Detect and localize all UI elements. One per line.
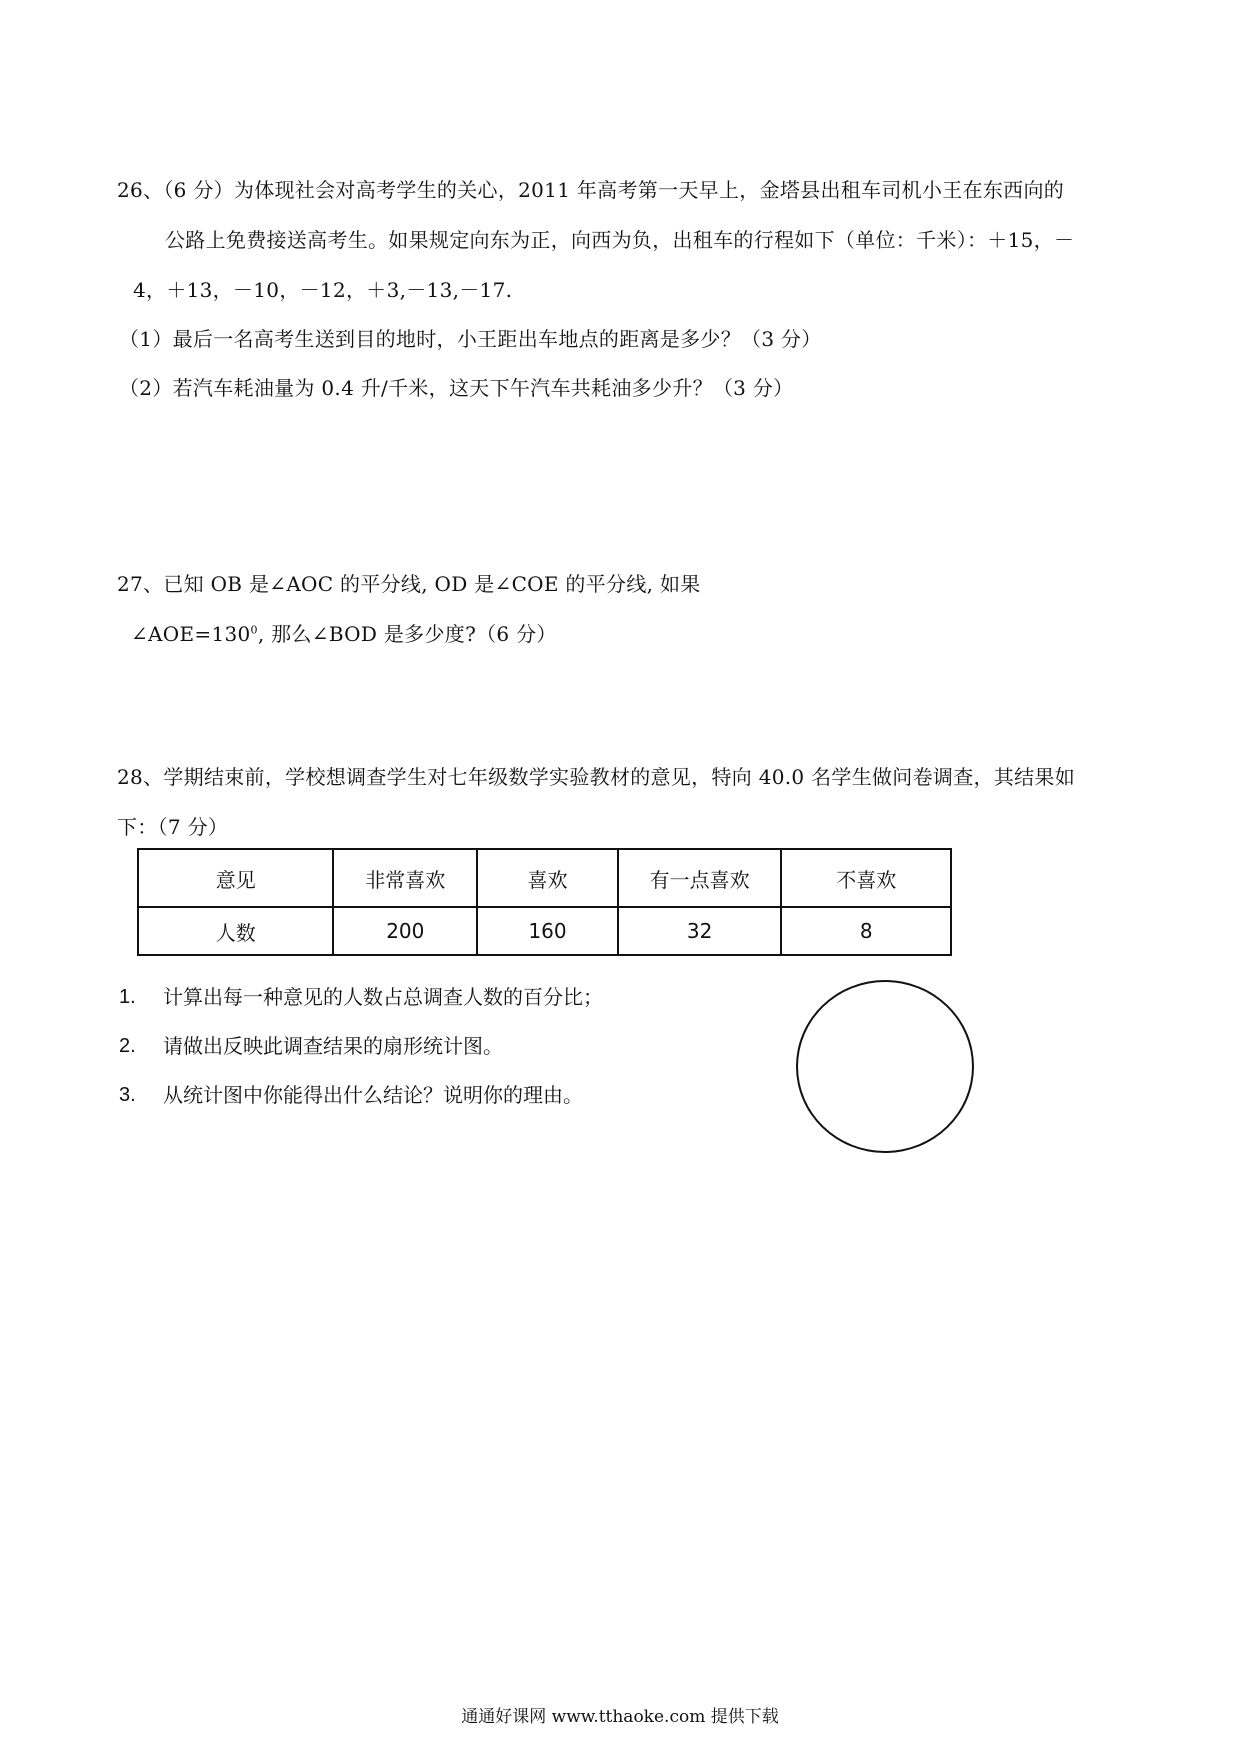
table-header-row bbox=[138, 849, 951, 907]
q26-sub-question-2: （2）若汽车耗油量为 0.4 升/千米，这天下午汽车共耗油多少升？（3 分） bbox=[119, 376, 794, 400]
table-cell: 32 bbox=[618, 907, 782, 955]
q28-line-2: 下：（7 分） bbox=[117, 815, 229, 839]
q27-angle-bod-question: , 那么∠BOD 是多少度?（6 分） bbox=[257, 622, 557, 646]
blank-pie-chart-circle bbox=[796, 980, 974, 1153]
table-header-cell: 非常喜欢 bbox=[333, 849, 477, 907]
table-cell: 160 bbox=[477, 907, 618, 955]
survey-results-table bbox=[137, 848, 952, 956]
table-cell: 8 bbox=[781, 907, 951, 955]
page-footer: 通通好课网 www.tthaoke.com 提供下载 bbox=[461, 1707, 779, 1727]
table-cell: 200 bbox=[333, 907, 477, 955]
table-header-cell: 意见 bbox=[138, 849, 333, 907]
list-item-number: 3. bbox=[119, 1084, 136, 1106]
q27-line-2 bbox=[131, 620, 557, 648]
table-cell: 人数 bbox=[138, 907, 333, 955]
q27-line-1: 27、已知 OB 是∠AOC 的平分线, OD 是∠COE 的平分线, 如果 bbox=[117, 572, 701, 596]
degree-superscript: 0 bbox=[250, 623, 258, 637]
list-item: 从统计图中你能得出什么结论？说明你的理由。 bbox=[163, 1083, 583, 1107]
q26-line-1: 26、（6 分）为体现社会对高考学生的关心，2011 年高考第一天早上，金塔县出租车司机小王在东西向的 bbox=[117, 178, 1065, 202]
table-header-cell: 喜欢 bbox=[477, 849, 618, 907]
list-item: 请做出反映此调查结果的扇形统计图。 bbox=[163, 1034, 503, 1058]
q26-line-3: 4，＋13，－10，－12，＋3,－13,－17. bbox=[133, 278, 513, 302]
q28-line-1: 28、学期结束前，学校想调查学生对七年级数学实验教材的意见，特向 40.0 名学生做问卷调查，其结果如 bbox=[117, 765, 1075, 789]
table-row bbox=[138, 907, 951, 955]
list-item: 计算出每一种意见的人数占总调查人数的百分比； bbox=[163, 985, 603, 1009]
q26-sub-question-1: （1）最后一名高考生送到目的地时，小王距出车地点的距离是多少？（3 分） bbox=[119, 327, 822, 351]
table-header-cell: 不喜欢 bbox=[781, 849, 951, 907]
list-item-number: 1. bbox=[119, 986, 136, 1008]
list-item-number: 2. bbox=[119, 1035, 136, 1057]
q26-line-2: 公路上免费接送高考生。如果规定向东为正，向西为负，出租车的行程如下（单位：千米）：＋15，－ bbox=[165, 228, 1075, 252]
q27-angle-aoe: ∠AOE=130 bbox=[131, 622, 251, 646]
table-header-cell: 有一点喜欢 bbox=[618, 849, 782, 907]
